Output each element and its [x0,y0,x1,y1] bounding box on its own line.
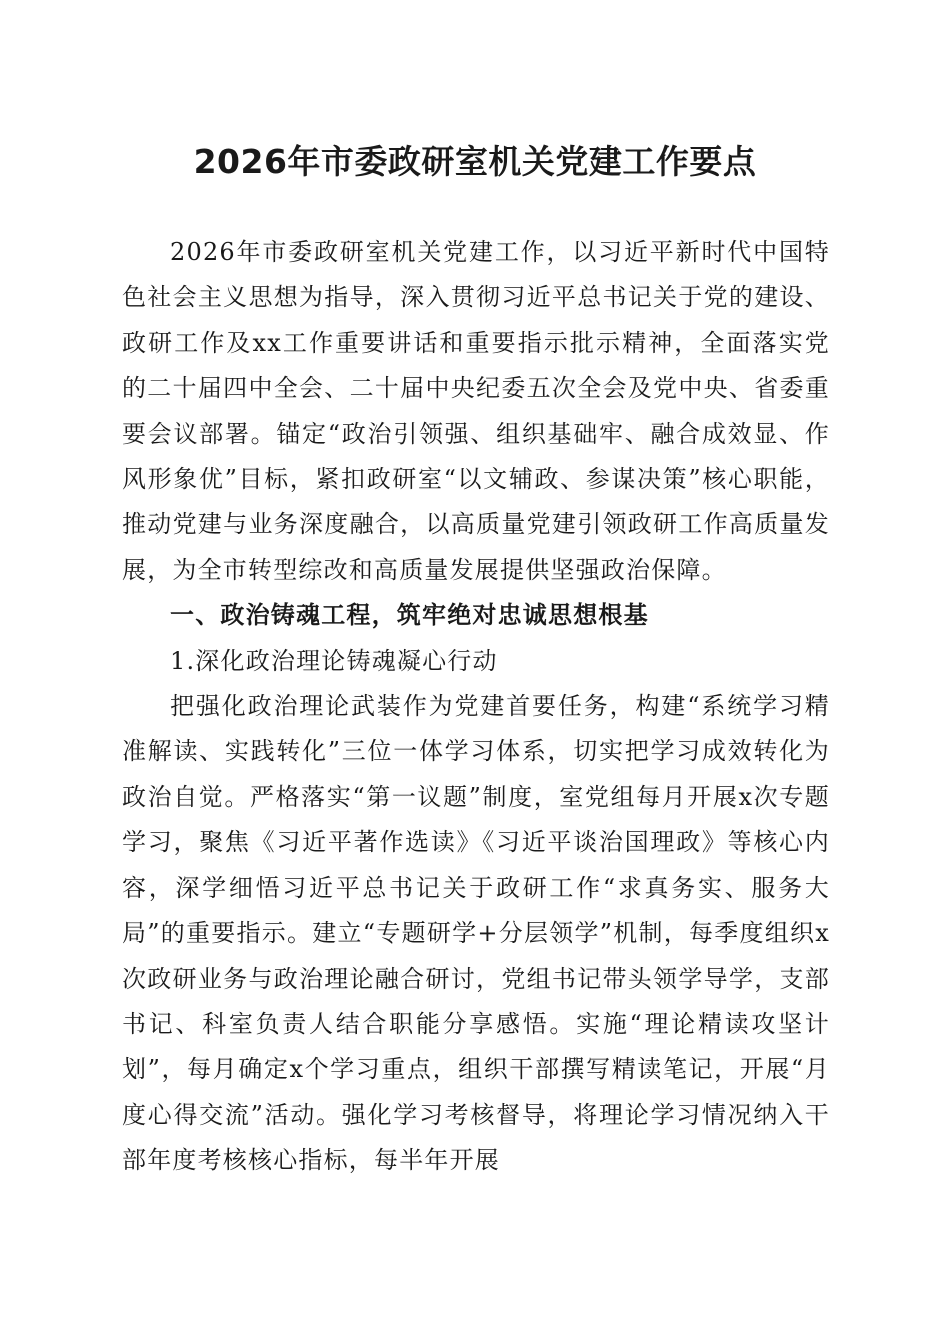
subsection-paragraph: 把强化政治理论武装作为党建首要任务，构建“系统学习精准解读、实践转化”三位一体学习体系，切实把学习成效转化为政治自觉。严格落实“第一议题”制度，室党组每月开展x次专题学习，聚焦《习近平著作选读》《习近平谈治国理政》等核心内容，深学细悟习近平总书记关于政研工作“求真务实、服务大局”的重要指示。建立“专题研学+分层领学”机制，每季度组织x次政研业务与政治理论融合研讨，党组书记带头领学导学，支部书记、科室负责人结合职能分享感悟。实施“理论精读攻坚计划”，每月确定x个学习重点，组织干部撰写精读笔记，开展“月度心得交流”活动。强化学习考核督导，将理论学习情况纳入干部年度考核核心指标，每半年开展 [122,692,830,1175]
document-body [122,230,830,1184]
intro-paragraph: 2026年市委政研室机关党建工作，以习近平新时代中国特色社会主义思想为指导，深入贯彻习近平总书记关于党的建设、政研工作及xx工作重要讲话和重要指示批示精神，全面落实党的二十届四中全会、二十届中央纪委五次全会及党中央、省委重要会议部署。锚定“政治引领强、组织基础牢、融合成效显、作风形象优”目标，紧扣政研室“以文辅政、参谋决策”核心职能，推动党建与业务深度融合，以高质量党建引领政研工作高质量发展，为全市转型综改和高质量发展提供坚强政治保障。 [122,238,830,584]
section-heading: 一、政治铸魂工程，筑牢绝对忠诚思想根基 [170,601,649,630]
document-title: 2026年市委政研室机关党建工作要点 [193,142,757,181]
subsection-heading: 1.深化政治理论铸魂凝心行动 [170,646,498,675]
